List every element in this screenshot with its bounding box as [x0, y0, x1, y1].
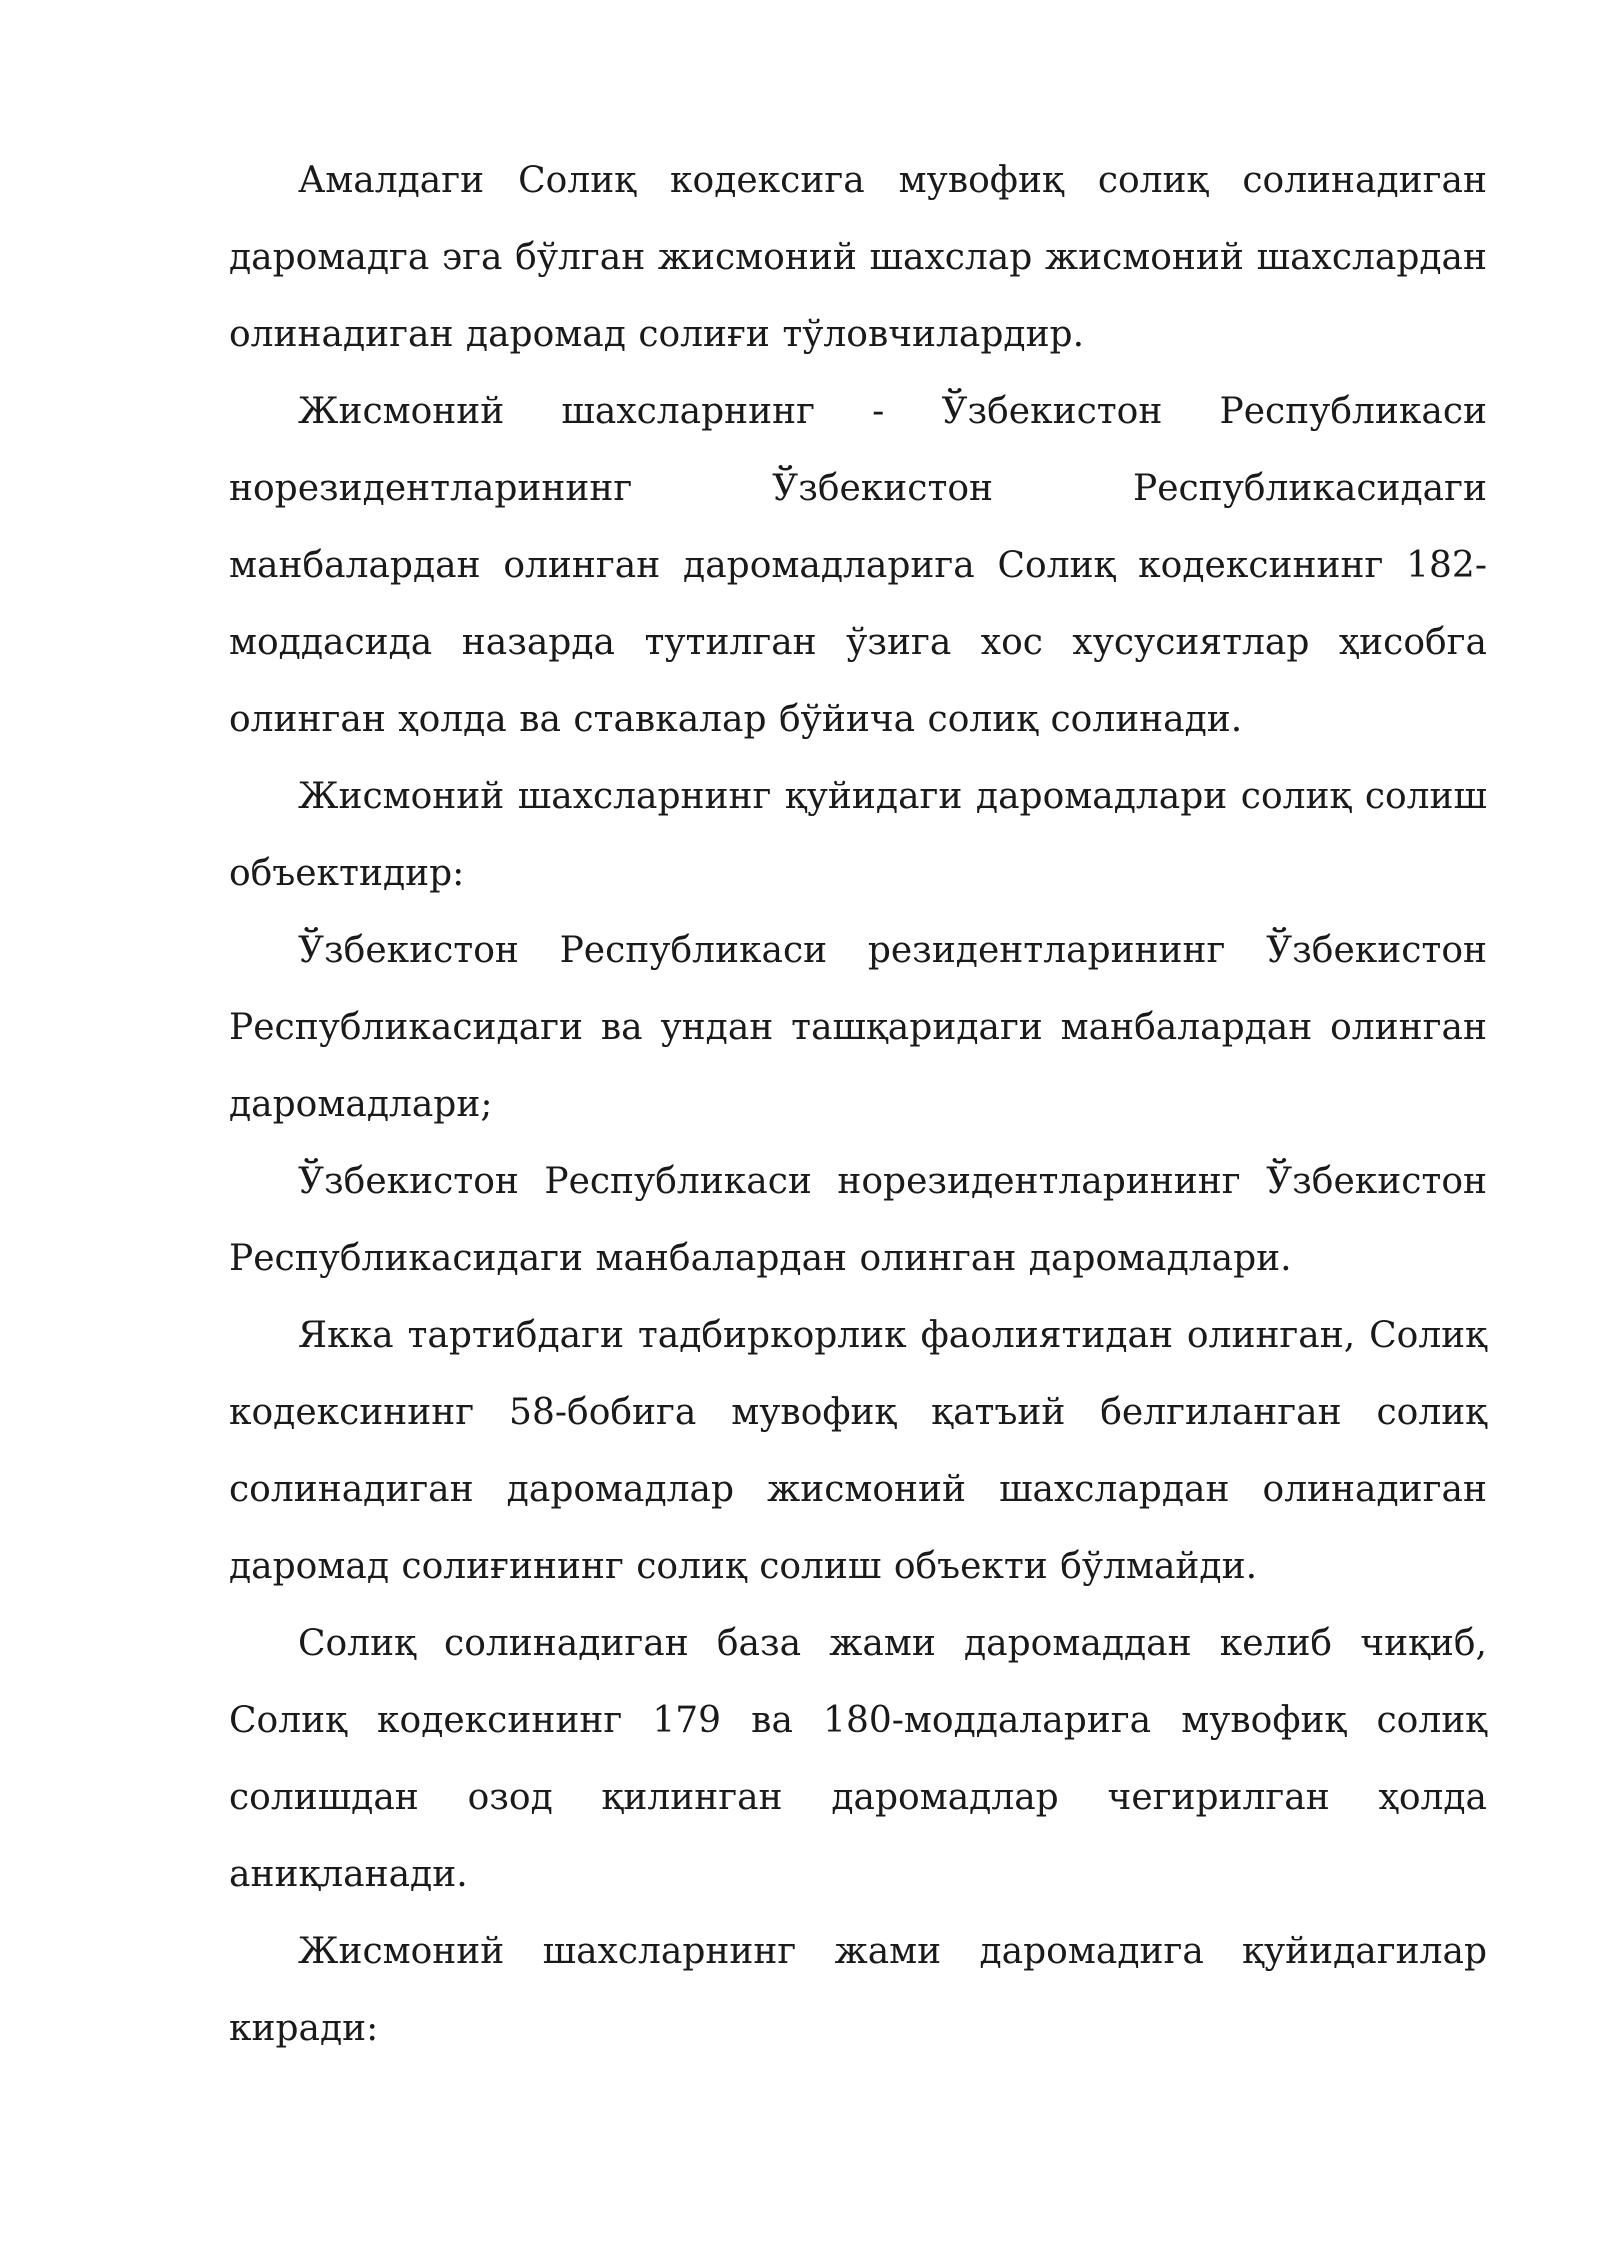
paragraph-2: Жисмоний шахсларнинг - Ўзбекистон Республикаси норезидентларининг Ўзбекистон Республикасидаги манбалардан олинган даромадларига Солиқ кодексининг 182-моддасида назарда тутилган ўзига хос хусусиятлар ҳисобга олинган ҳолда ва ставкалар бўйича солиқ солинади. — [229, 391, 1487, 740]
paragraph-4: Ўзбекистон Республикаси резидентларининг Ўзбекистон Республикасидаги ва ундан ташқаридаги манбалардан олинган даромадлари; — [229, 930, 1487, 1125]
paragraph-6: Якка тартибдаги тадбиркорлик фаолиятидан олинган, Солиқ кодексининг 58-бобига мувофиқ қатъий белгиланган солиқ солинадиган даромадлар жисмоний шахслардан олинадиган даромад солиғининг солиқ солиш объекти бўлмайди. — [229, 1315, 1487, 1587]
paragraph-1: Амалдаги Солиқ кодексига мувофиқ солиқ солинадиган даромадга эга бўлган жисмоний шахслар жисмоний шахслардан олинадиган даромад солиғи тўловчилардир. — [229, 160, 1487, 355]
paragraph-7: Солиқ солинадиган база жами даромаддан келиб чиқиб, Солиқ кодексининг 179 ва 180-моддаларига мувофиқ солиқ солишдан озод қилинган даромадлар чегирилган ҳолда аниқланади. — [229, 1623, 1487, 1895]
paragraph-3: Жисмоний шахсларнинг қуйидаги даромадлари солиқ солиш объектидир: — [229, 776, 1487, 894]
paragraph-8: Жисмоний шахсларнинг жами даромадига қуйидагилар киради: — [229, 1931, 1487, 2049]
paragraph-5: Ўзбекистон Республикаси норезидентларининг Ўзбекистон Республикасидаги манбалардан олинган даромадлари. — [229, 1161, 1487, 1279]
document-body — [229, 142, 1487, 2067]
